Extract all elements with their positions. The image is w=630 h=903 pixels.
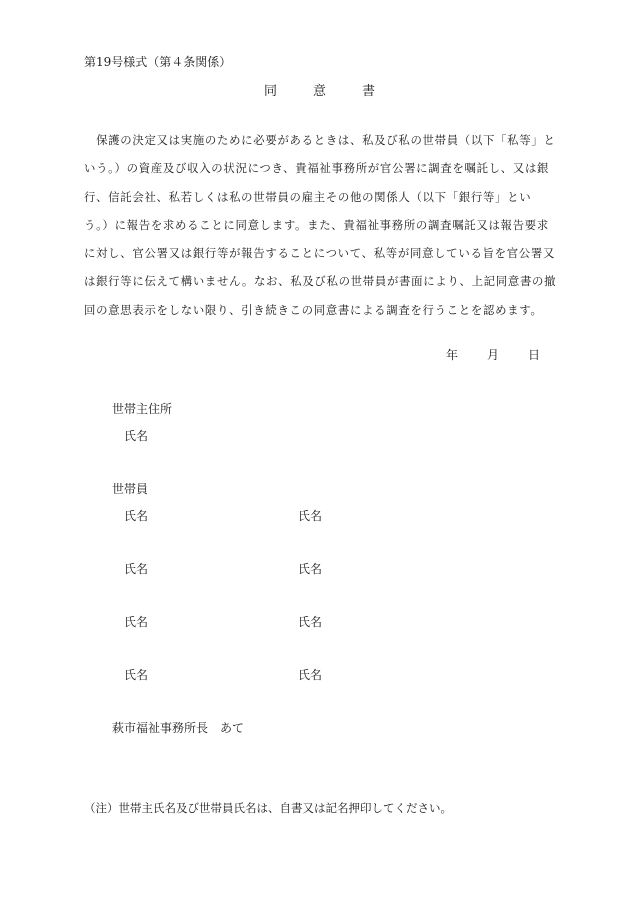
member-name-label: 氏名 bbox=[124, 509, 149, 523]
head-address-label: 世帯主住所 bbox=[112, 402, 173, 416]
title-char: 書 bbox=[362, 84, 376, 99]
member-name-label: 氏名 bbox=[298, 668, 323, 682]
date-day-label: 日 bbox=[528, 348, 541, 362]
date-month-label: 月 bbox=[487, 348, 500, 362]
member-name-label: 氏名 bbox=[298, 615, 323, 629]
member-name-label: 氏名 bbox=[124, 668, 149, 682]
member-name-label: 氏名 bbox=[298, 509, 323, 523]
body-line: いう。）の資産及び収入の状況につき、貴福祉事務所が官公署に調査を嘱託し、又は銀 bbox=[84, 161, 550, 176]
date-year-label: 年 bbox=[446, 348, 459, 362]
head-name-label: 氏名 bbox=[124, 429, 149, 443]
member-name-label: 氏名 bbox=[124, 562, 149, 576]
body-line: に対し、官公署又は銀行等が報告することについて、私等が同意している旨を官公署又 bbox=[84, 246, 556, 261]
member-name-label: 氏名 bbox=[298, 562, 323, 576]
form-number: 第19号様式（第４条関係） bbox=[84, 55, 232, 69]
date-field[interactable] bbox=[446, 346, 569, 363]
footnote: （注）世帯主氏名及び世帯員氏名は、自書又は記名押印してください。 bbox=[84, 801, 452, 815]
title-char: 意 bbox=[313, 84, 327, 99]
document-title bbox=[264, 80, 411, 99]
body-line: は銀行等に伝えて構いません。なお、私及び私の世帯員が書面により、上記同意書の撤 bbox=[84, 274, 557, 289]
consent-body bbox=[84, 126, 557, 324]
title-char: 同 bbox=[264, 84, 278, 99]
body-line: 保護の決定又は実施のために必要があるときは、私及び私の世帯員（以下「私等」と bbox=[84, 133, 556, 147]
members-section-label: 世帯員 bbox=[112, 482, 149, 496]
body-line: う。）に報告を求めることに同意します。また、貴福祉事務所の調査嘱託又は報告要求 bbox=[84, 217, 549, 232]
member-name-label: 氏名 bbox=[124, 615, 149, 629]
body-line: 回の意思表示をしない限り、引き続きこの同意書による調査を行うことを認めます。 bbox=[84, 302, 543, 317]
addressee: 萩市福祉事務所長 あて bbox=[112, 721, 245, 735]
body-line: 行、信託会社、私若しくは私の世帯員の雇主その他の関係人（以下「銀行等」とい bbox=[84, 189, 532, 204]
